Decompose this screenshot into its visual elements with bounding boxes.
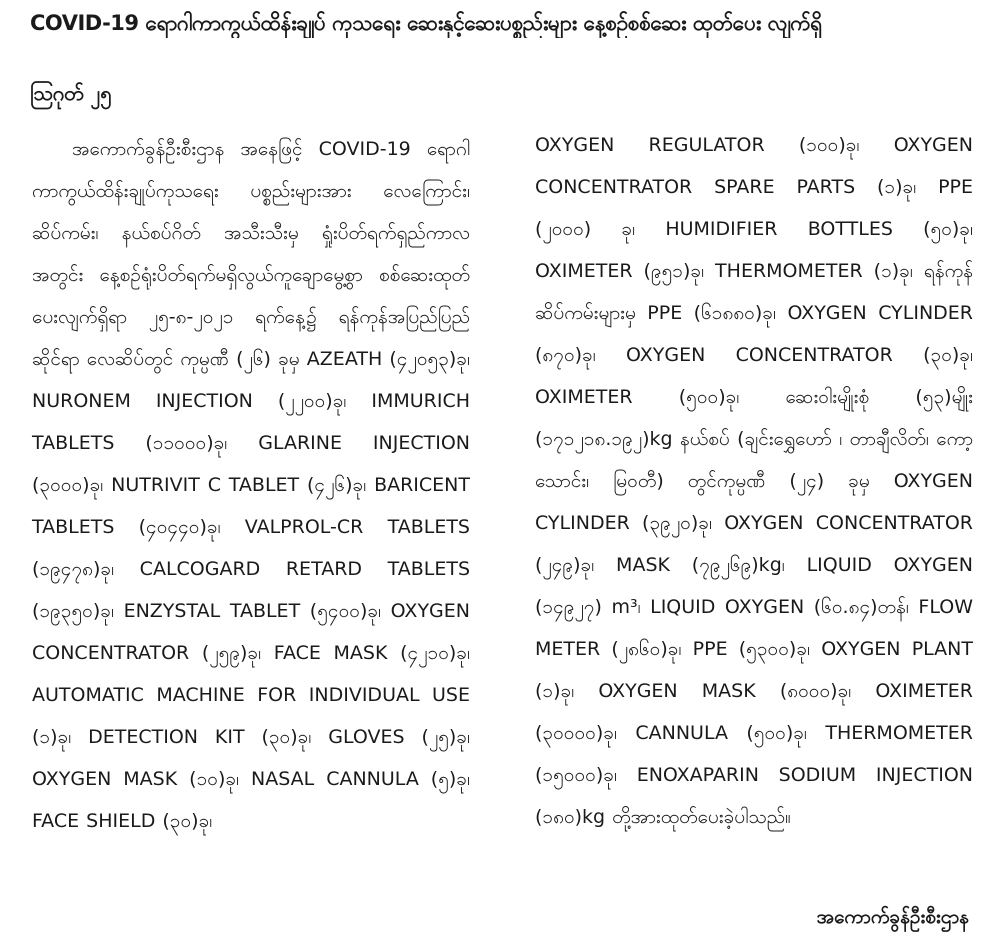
dateline: ဩဂုတ် ၂၅	[30, 81, 112, 105]
signoff: အကောက်ခွန်ဦးစီးဌာန	[816, 906, 969, 928]
body-column-left: အကောက်ခွန်ဦးစီးဌာန အနေဖြင့် COVID-19 ရောဂါ ကာကွယ်ထိန်းချုပ်ကုသရေး ပစ္စည်းများအား လေကြောင်း၊ ဆိပ်ကမ်း၊ နယ်စပ်ဂိတ် အသီးသီးမှ ရှုံးပိတ်ရက်ရှည်ကာလအတွင်း နေ့စဉ်ရုံးပိတ်ရက်မရှိလွယ်ကူချောမွေ့စွာ စစ်ဆေးထုတ် ပေးလျက်ရှိရာ ၂၅-၈-၂၀၂၁ ရက်နေ့၌ ရန်ကုန်အပြည်ပြည်ဆိုင်ရာ လေဆိပ်တွင် ကုမ္ပဏီ (၂၆) ခုမှ AZEATH (၄၂၀၅၃)ခု၊ NURONEM INJECTION (၂၂၀၀)ခု၊ IMMURICH TABLETS (၁၁၀၀၀)ခု၊ GLARINE INJECTION (၃၀၀၀)ခု၊ NUTRIVIT C TABLET (၄၂၆)ခု၊ BARICENT TABLETS (၄၀၄၄၀)ခု၊ VALPROL-CR TABLETS (၁၉၄၇၈)ခု၊ CALCOGARD RETARD TABLETS (၁၉၃၅၀)ခု၊ ENZYSTAL TABLET (၅၄၀၀)ခု၊ OXYGEN CONCENTRATOR (၂၅၉)ခု၊ FACE MASK (၄၂၁၀)ခု၊ AUTOMATIC MACHINE FOR INDIVIDUAL USE (၁)ခု၊ DETECTION KIT (၃၀)ခု၊ GLOVES (၂၅)ခု၊ OXYGEN MASK (၁၀)ခု၊ NASAL CANNULA (၅)ခု၊ FACE SHIELD (၃၀)ခု၊	[32, 138, 470, 832]
headline: COVID-19 ရောဂါကာကွယ်ထိန်းချုပ် ကုသရေး ဆေးနှင့်ဆေးပစ္စည်းများ နေ့စဉ်စစ်ဆေး ထုတ်ပေး လျက်ရှိ	[30, 11, 822, 35]
body-column-right: OXYGEN REGULATOR (၁၀၀)ခု၊ OXYGEN CONCENTRATOR SPARE PARTS (၁)ခု၊ PPE (၂၀၀၀) ခု၊ HUMIDIFIER BOTTLES (၅၀)ခု၊ OXIMETER (၉၅၁)ခု၊ THERMOMETER (၁)ခု၊ ရန်ကုန်ဆိပ်ကမ်းများမှ PPE (၆၁၈၈၀)ခု၊ OXYGEN CYLINDER (၈၇၀)ခု၊ OXYGEN CONCENTRATOR (၃၀)ခု၊ OXIMETER (၅၀၀)ခု၊ ဆေးဝါးမျိုးစုံ (၅၃)မျိုး (၁၇၁၂၁၈.၁၉၂)kg နယ်စပ် (ချင်းရွှေဟော် ၊ တာချီလိတ်၊ ကော့သောင်း၊ မြဝတီ) တွင်ကုမ္ပဏီ (၂၄) ခုမှ OXYGEN CYLINDER (၃၉၂၀)ခု၊ OXYGEN CONCENTRATOR (၂၄၉)ခု၊ MASK (၇၉၂၆၉)kg၊ LIQUID OXYGEN (၁၄၉၂၇) m³၊ LIQUID OXYGEN (၆၀.၈၄)တန်၊ FLOW METER (၂၈၆၀)ခု၊ PPE (၅၃၀၀)ခု၊ OXYGEN PLANT (၁)ခု၊ OXYGEN MASK (၈၀၀၀)ခု၊ OXIMETER (၃၀၀၀၀)ခု၊ CANNULA (၅၀၀)ခု၊ THERMOMETER (၁၅၀၀၀)ခု၊ ENOXAPARIN SODIUM INJECTION (၁၈၀)kg တို့အားထုတ်ပေးခဲ့ပါသည်။	[535, 134, 973, 828]
